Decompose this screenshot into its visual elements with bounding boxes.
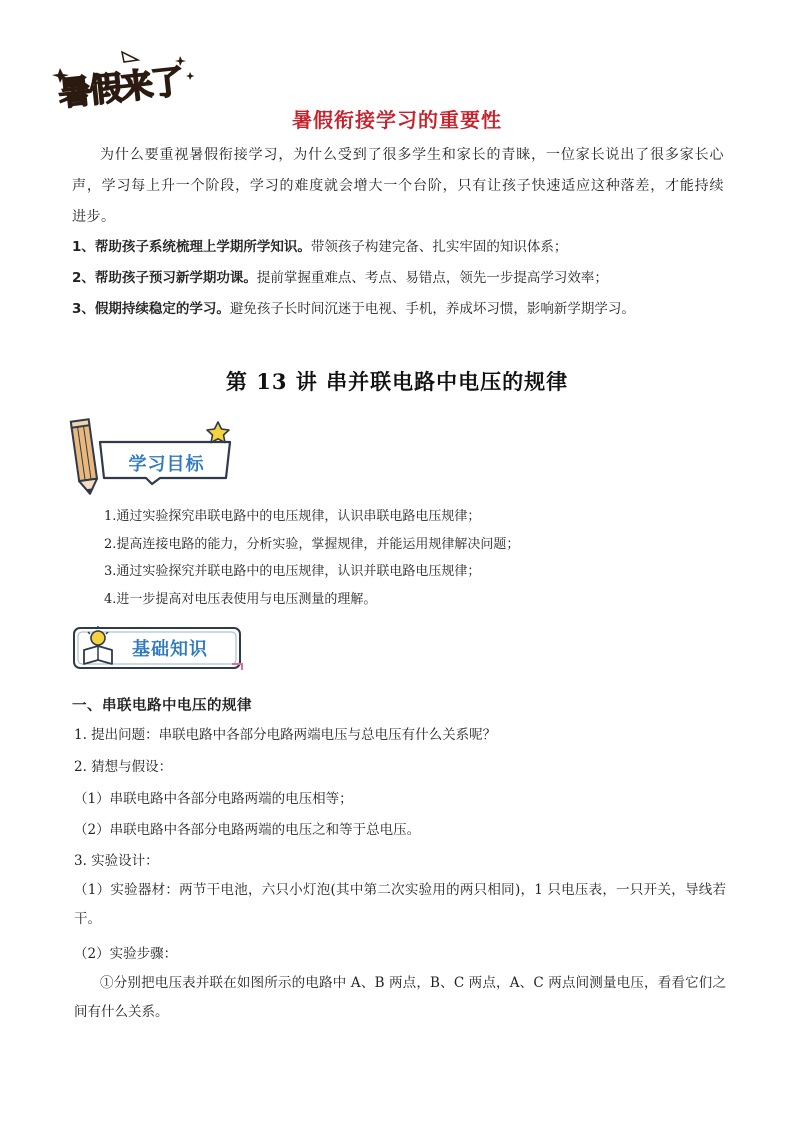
point-rest: 带领孩子构建完备、扎实牢固的知识体系； [310,239,568,255]
hypothesis-line: （2）串联电路中各部分电路两端的电压之和等于总电压。 [74,822,421,838]
steps-label: （2）实验步骤： [74,946,178,962]
step-text: ①分别把电压表并联在如图所示的电路中 A、B 两点，B、C 两点，A、C 两点间测量电压，看看它们之间有什么关系。 [74,975,726,1020]
intro-point [72,237,732,257]
equipment-text: （1）实验器材：两节干电池，六只小灯泡(其中第二次实验用的两只相同)，1 只电压表，一只开关，导线若干。 [74,882,726,927]
knowledge-banner-label: 基础知识 [132,639,208,660]
goals-banner-label: 学习目标 [128,454,205,475]
point-lead: 1、帮助孩子系统梳理上学期所学知识。 [72,239,311,255]
intro-title: 暑假衔接学习的重要性 [292,108,502,132]
goal-item: 4.进一步提高对电压表使用与电压测量的理解。 [104,592,377,607]
goals-banner [60,418,250,496]
goal-item: 2.提高连接电路的能力，分析实验，掌握规律，并能运用规律解决问题； [104,537,520,552]
intro-point [72,268,732,288]
point-lead: 3、假期持续稳定的学习。 [72,301,230,317]
intro-paragraph: 为什么要重视暑假衔接学习，为什么受到了很多学生和家长的青睐，一位家长说出了很多家长心声，学习每上升一个阶段，学习的难度就会增大一个台阶，只有让孩子快速适应这种落差，才能持续进步。 [72,147,724,225]
question-line: 1. 提出问题：串联电路中各部分电路两端电压与总电压有什么关系呢？ [74,727,497,743]
question-line: 2. 猜想与假设： [74,759,173,775]
logo-text: 暑假来了 [56,61,184,114]
section-heading: 一、串联电路中电压的规律 [72,698,252,714]
goal-item: 3.通过实验探究并联电路中的电压规律，认识并联电路电压规律； [104,564,481,579]
goal-item: 1.通过实验探究串联电路中的电压规律，认识串联电路电压规律； [104,509,481,524]
question-line: 3. 实验设计： [74,853,159,869]
point-rest: 避免孩子长时间沉迷于电视、手机，养成坏习惯，影响新学期学习。 [229,301,635,317]
point-rest: 提前掌握重难点、考点、易错点，领先一步提高学习效率； [256,270,608,286]
knowledge-banner [72,624,247,672]
hypothesis-line: （1）串联电路中各部分电路两端的电压相等； [74,791,353,807]
intro-point [72,299,732,319]
point-lead: 2、帮助孩子预习新学期功课。 [72,270,257,286]
lesson-title: 第 13 讲 串并联电路中电压的规律 [225,369,569,394]
